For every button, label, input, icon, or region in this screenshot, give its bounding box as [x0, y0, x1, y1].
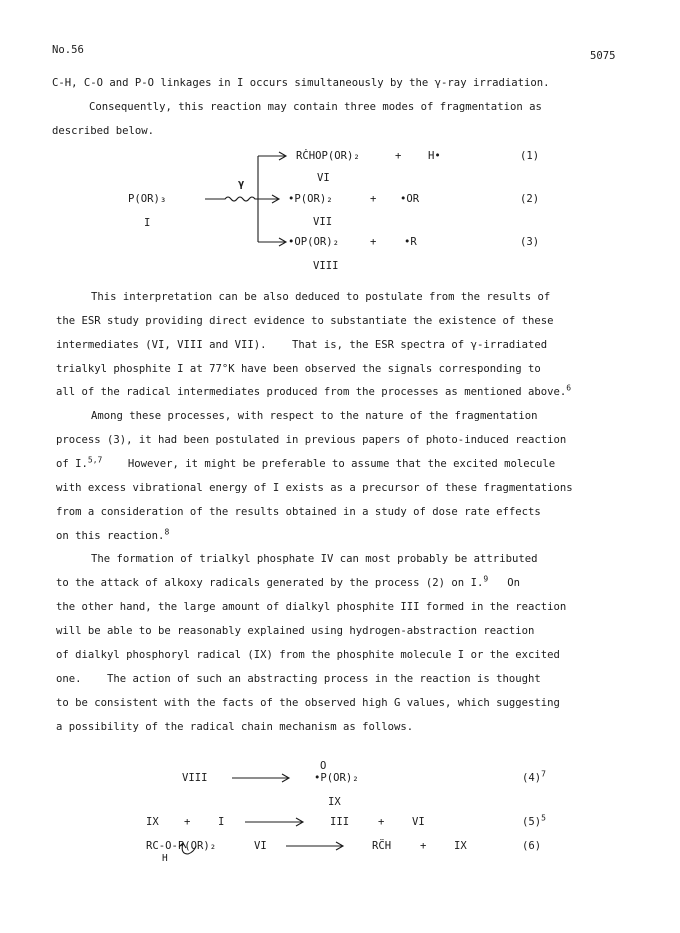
scheme1-product-3: •OP(OR)₂	[288, 236, 340, 248]
eq5-plus-2: +	[378, 816, 385, 828]
journal-number: No.56	[52, 44, 84, 56]
equation-number-2: (2)	[520, 193, 540, 205]
footnote-ref: 7	[541, 769, 546, 779]
eq5-reactant-a: IX	[146, 816, 159, 828]
scheme1-coproduct-2: •OR	[400, 193, 420, 205]
para4-line-4: will be able to be reasonably explained using hydrogen-abstraction reaction	[56, 625, 535, 637]
para2-line-3: intermediates (VI, VIII and VII). That is, the ESR spectra of γ-irradiated	[56, 339, 548, 351]
para3-line-5: from a consideration of the results obtained in a study of dose rate effects	[56, 506, 541, 518]
eq6-product-d: IX	[454, 840, 467, 852]
para2-line-1: This interpretation can be also deduced to postulate from the results of	[91, 291, 551, 303]
scheme1-reactant: P(OR)₃	[128, 193, 167, 205]
scheme1-plus-2: +	[370, 193, 377, 205]
eq5-product-d: VI	[412, 816, 425, 828]
para4-line-5: of dialkyl phosphoryl radical (IX) from the phosphite molecule I or the excited	[56, 649, 560, 661]
para3-line-1: Among these processes, with respect to the nature of the fragmentation	[91, 410, 538, 422]
footnote-ref: 5	[541, 813, 546, 823]
equation-number-4: $(4)^7$	[522, 769, 546, 784]
eq5-product-c: III	[330, 816, 350, 828]
eq6-product-c: RC̈H	[372, 840, 392, 852]
eq6-reactant-b: VI	[254, 840, 267, 852]
eq5-reactant-b: I	[218, 816, 225, 828]
para4-line-7: to be consistent with the facts of the observed high G values, which suggesting	[56, 697, 560, 709]
scheme1-plus-1: +	[395, 150, 402, 162]
equation-number-6: (6)	[522, 840, 542, 852]
para4-line-3: the other hand, the large amount of dialkyl phosphite III formed in the reaction	[56, 601, 567, 613]
para2-line-2: the ESR study providing direct evidence to substantiate the existence of these	[56, 315, 554, 327]
gamma-ray-symbol: γ	[238, 178, 245, 190]
scheme1-product-1: RĊHOP(OR)₂	[296, 150, 360, 162]
intro-line-1: C-H, C-O and P-O linkages in I occurs simultaneously by the γ-ray irradiation.	[52, 77, 550, 89]
eq6-plus: +	[420, 840, 427, 852]
para2-line-5: all of the radical intermediates produced from the processes as mentioned above.$^6$	[56, 383, 572, 398]
eq4-product-label: IX	[328, 796, 341, 808]
scheme1-reactant-label: I	[144, 217, 151, 229]
scheme1-product-label-1: VI	[317, 172, 330, 184]
para4-line-2: to the attack of alkoxy radicals generated by the process (2) on I.$^9$ On	[56, 574, 521, 589]
eq4-reactant: VIII	[182, 772, 208, 784]
para4-line-6: one. The action of such an abstracting process in the reaction is thought	[56, 673, 541, 685]
eq5-plus-1: +	[184, 816, 191, 828]
scheme1-plus-3: +	[370, 236, 377, 248]
para3-line-6: on this reaction.$^8$	[56, 527, 170, 542]
equation-number-5: $(5)^5$	[522, 813, 546, 828]
scheme1-coproduct-1: H•	[428, 150, 441, 162]
para3-line-3: of I.$^{5,7}$ However, it might be preferable to assume that the excited molecule	[56, 455, 556, 470]
equation-number-1: (1)	[520, 150, 540, 162]
equation-number-3: (3)	[520, 236, 540, 248]
scheme1-product-label-3: VIII	[313, 260, 339, 272]
intro-line-2: Consequently, this reaction may contain three modes of fragmentation as	[89, 101, 542, 113]
scheme1-coproduct-3: •R	[404, 236, 417, 248]
scheme1-product-label-2: VII	[313, 216, 333, 228]
page-number: 5075	[590, 50, 616, 62]
footnote-ref: 5,7	[87, 455, 103, 465]
eq4-product: •P(OR)₂	[314, 772, 359, 784]
intro-line-3: described below.	[52, 125, 155, 137]
eq4-oxygen: O	[320, 760, 327, 772]
eq6-hydrogen: H	[162, 853, 168, 864]
eq6-reactant-a: RC-O-P(OR)₂	[146, 840, 217, 852]
footnote-ref: 9	[483, 574, 489, 584]
footnote-ref: 6	[566, 383, 572, 393]
footnote-ref: 8	[164, 527, 170, 537]
para3-line-4: with excess vibrational energy of I exists as a precursor of these fragmentations	[56, 482, 573, 494]
para3-line-2: process (3), it had been postulated in previous papers of photo-induced reaction	[56, 434, 567, 446]
scheme1-product-2: •P(OR)₂	[288, 193, 333, 205]
para4-line-8: a possibility of the radical chain mechanism as follows.	[56, 721, 414, 733]
para2-line-4: trialkyl phosphite I at 77°K have been observed the signals corresponding to	[56, 363, 541, 375]
para4-line-1: The formation of trialkyl phosphate IV can most probably be attributed	[91, 553, 538, 565]
